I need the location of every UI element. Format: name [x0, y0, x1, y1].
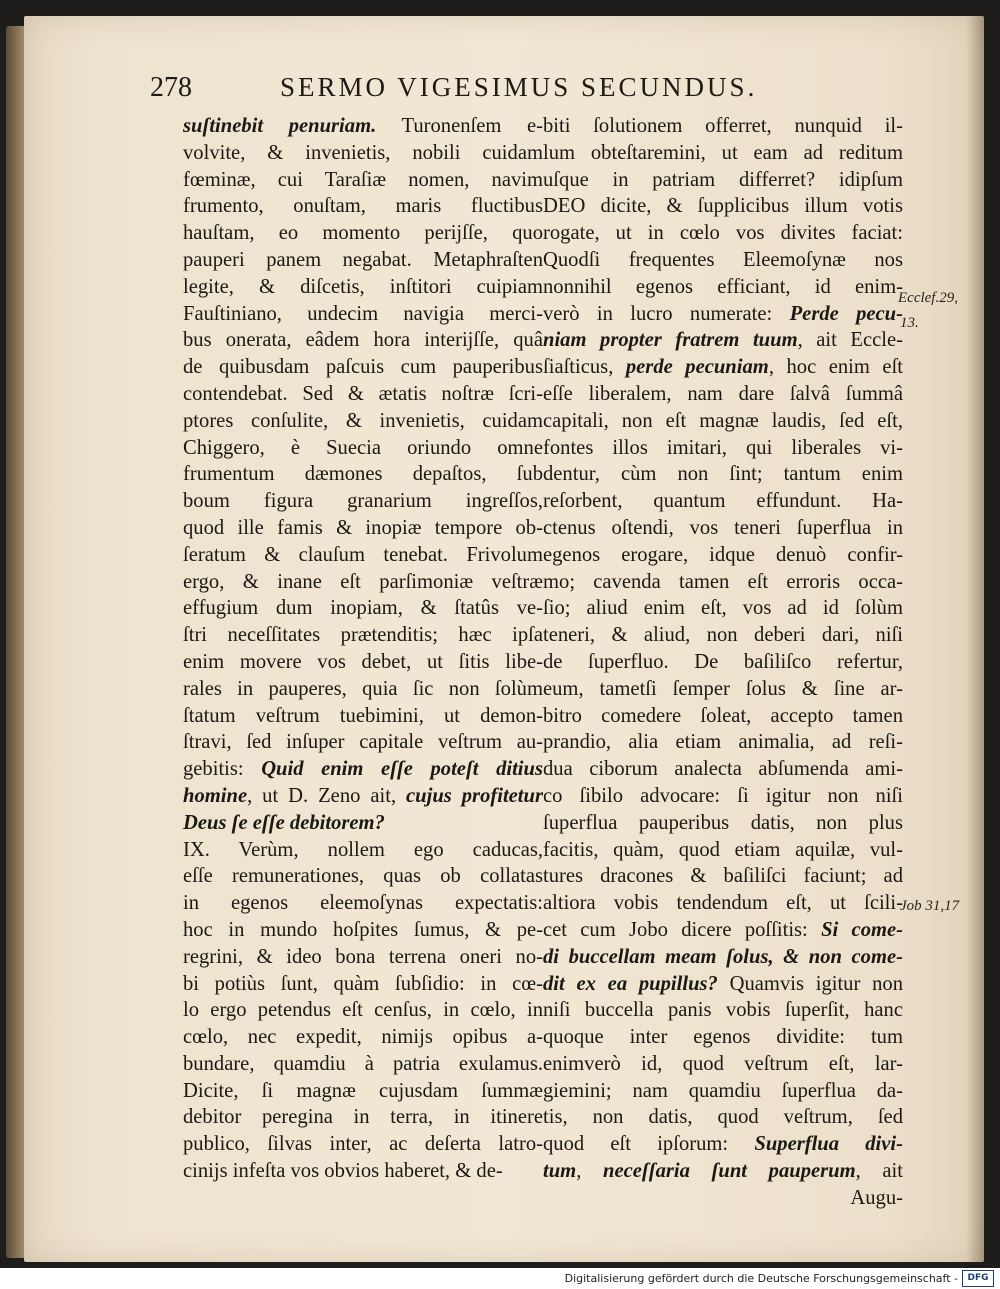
text-line: ſuperflua pauperibus datis, non plus	[543, 811, 903, 834]
text-line: altiora vobis tendendum eſt, ut ſcili-	[543, 892, 903, 915]
text-line: lum obteſtaremini, ut eam ad reditum	[543, 141, 903, 164]
text-line: quod ille famis & inopiæ tempore ob-	[183, 516, 543, 539]
text-line: teneri, & aliud, non deberi dari, niſi	[543, 624, 903, 647]
text-line: verò in lucro numerate: Perde pecu-	[543, 302, 903, 325]
page-number: 278	[150, 72, 192, 103]
footer-credit: Digitalisierung gefördert durch die Deutsche Forschungsgemeinschaft -	[564, 1272, 958, 1285]
text-line: legite, & diſcetis, inſtitori cuipiam	[183, 275, 543, 298]
text-line: hoc in mundo hoſpites ſumus, & pe-	[183, 918, 543, 941]
italic-quote: suſtinebit penuriam.	[183, 115, 377, 137]
text-line: ſtravi, ſed inſuper capitale veſtrum au-	[183, 731, 543, 754]
text-line: tures dracones & baſiliſci faciunt; ad	[543, 865, 903, 888]
italic-quote: Si come-	[821, 918, 904, 941]
text-line: ſio; aliud enim eſt, vos ad id ſolùm	[543, 597, 903, 620]
text-line: frumento, onuſtam, maris fluctibus	[183, 195, 543, 218]
dfg-logo: DFG	[962, 1270, 994, 1287]
italic-quote: niam propter fratrem tuum	[543, 329, 798, 352]
page-gutter-shadow	[966, 16, 984, 1262]
text-line: capitali, non eſt magnæ laudis, ſed eſt,	[543, 409, 903, 432]
marginal-note-ecclesiasticus-verse: 13.	[900, 315, 919, 331]
text-line: volvite, & invenietis, nobili cuidam	[183, 141, 543, 164]
text-line: de ſuperfluo. De baſiliſco refertur,	[543, 650, 903, 673]
marginal-note-job: Job 31,17	[900, 898, 960, 914]
text-line: ſeratum & clauſum tenebat. Frivolum	[183, 543, 543, 566]
italic-quote: perde pecuniam	[625, 356, 769, 379]
text-line	[543, 944, 903, 971]
italic-quote: homine	[183, 784, 248, 807]
italic-quote: Perde pecu-	[789, 302, 903, 325]
italic-quote: tum	[543, 1160, 577, 1183]
text-line: eſſe liberalem, nam dare ſalvâ ſummâ	[543, 382, 903, 405]
text-line: nonnihil egenos efficiant, id enim-	[543, 275, 903, 298]
text-line: cinijs infeſta vos obvios haberet, & de-	[183, 1160, 503, 1183]
text-line: bitro comedere ſoleat, accepto tamen	[543, 704, 903, 727]
text-line: homine, ut D. Zeno ait, cujus profitetur	[183, 784, 543, 807]
text-line: biti ſolutionem offerret, nunquid il-	[543, 115, 903, 137]
text-line: bundare, quamdiu à patria exulamus.	[183, 1052, 543, 1075]
text-line: de quibusdam paſcuis cum pauperibus	[183, 356, 543, 379]
marginal-note-ecclesiasticus: Ecclef.29,	[898, 290, 958, 306]
italic-quote: Quid enim eſſe poteſt ditius	[261, 758, 543, 781]
text-line: prandio, alia etiam animalia, ad reſi-	[543, 731, 903, 754]
text-line: Chiggero, è Suecia oriundo omne	[183, 436, 543, 459]
italic-quote: neceſſaria ſunt pauperum	[602, 1160, 856, 1183]
text-line: quod eſt ipſorum: Superflua divi-	[543, 1133, 904, 1156]
text-line: egenos erogare, idque denuò confir-	[543, 543, 903, 566]
page-header	[150, 66, 790, 106]
running-title: SERMO VIGESIMUS SECUNDUS.	[280, 72, 758, 102]
text-line: regrini, & ideo bona terrena oneri no-	[183, 945, 543, 968]
text-line: bus onerata, eâdem hora interijſſe, quâ	[183, 329, 543, 352]
text-column-left	[183, 113, 543, 1185]
text-line: dentur, cùm non ſint; tantum enim	[543, 463, 903, 486]
text-line: niſi buccella panis vobis ſuperſit, hanc	[543, 999, 903, 1022]
text-line: ſtri neceſſitates prætenditis; hæc ipſa	[183, 624, 543, 647]
text-line: uſque in patriam differret? idipſum	[543, 168, 903, 191]
text-line: DEO dicite, & ſupplicibus illum votis	[543, 195, 903, 218]
text-line: gebitis: Quid enim eſſe poteſt ditius	[183, 758, 543, 781]
text-line: lo ergo petendus eſt cenſus, in cœlo, in	[183, 999, 543, 1022]
text-line: IX. Verùm, nollem ego caducas,	[183, 838, 543, 861]
text-line: Dicite, ſi magnæ cujusdam ſummæ	[183, 1079, 543, 1102]
text-line: suſtinebit penuriam. Turonenſem e-	[183, 115, 543, 137]
text-line: fœminæ, cui Taraſiæ nomen, navim	[183, 168, 543, 191]
italic-quote: di buccellam meam ſolus, & non come-	[543, 945, 903, 968]
text-line: rogate, ut in cœlo vos divites faciat:	[543, 222, 903, 245]
text-line: enimverò id, quod veſtrum eſt, lar-	[543, 1052, 903, 1075]
text-line: co ſibilo advocare: ſi igitur non niſi	[543, 784, 903, 807]
text-line: quoque inter egenos dividite: tum	[543, 1026, 903, 1049]
text-line: ſiaſticus, perde pecuniam, hoc enim eſt	[543, 356, 904, 379]
text-column-right	[543, 113, 903, 1212]
text-line: niam propter fratrem tuum, ait Eccle-	[543, 329, 903, 352]
text-line: in egenos eleemoſynas expectatis:	[183, 892, 543, 915]
text-line: hauſtam, eo momento perijſſe, quo	[183, 222, 543, 245]
text-line: reſorbent, quantum effundunt. Ha-	[543, 490, 903, 513]
text-line: publico, ſilvas inter, ac deſerta latro-	[183, 1133, 543, 1156]
italic-quote: Superflua divi-	[754, 1133, 904, 1156]
text-line: Quodſi frequentes Eleemoſynæ nos	[543, 248, 903, 271]
text-line: dua ciborum analecta abſumenda ami-	[543, 758, 903, 781]
text-line: tum, neceſſaria ſunt pauperum, ait	[543, 1160, 903, 1183]
text-line: ergo, & inane eſt parſimoniæ veſtræ	[183, 570, 543, 593]
text-line: tis, non datis, quod veſtrum, ſed	[543, 1106, 903, 1129]
text-line: bi potiùs ſunt, quàm ſubſidio: in cœ-	[183, 972, 543, 995]
text-line: boum figura granarium ingreſſos,	[183, 490, 543, 513]
italic-quote: cujus profitetur	[406, 784, 543, 807]
text-line: enim movere vos debet, ut ſitis libe-	[183, 650, 543, 673]
text-line: pauperi panem negabat. Metaphraſten	[183, 248, 543, 271]
text-line: cet cum Jobo dicere poſſitis: Si come-	[543, 918, 904, 941]
italic-quote: dit ex ea pupillus?	[543, 972, 718, 995]
text-line: giemini; nam quamdiu ſuperflua da-	[543, 1079, 903, 1102]
italic-quote: Deus ſe eſſe debitorem?	[183, 811, 385, 834]
text-line: ſtatum veſtrum tuebimini, ut demon-	[183, 704, 543, 727]
text-line: eum, tametſi ſemper ſolus & ſine ar-	[543, 677, 903, 700]
text-line: ptores conſulite, & invenietis, cuidam	[183, 409, 543, 432]
text-line: Fauſtiniano, undecim navigia merci-	[183, 302, 543, 325]
text-line: effugium dum inopiam, & ſtatûs ve-	[183, 597, 543, 620]
text-line: contendebat. Sed & ætatis noſtræ ſcri-	[183, 382, 543, 405]
text-line: Augu-	[850, 1186, 903, 1209]
text-line: rales in pauperes, quia ſic non ſolùm	[183, 677, 543, 700]
text-line: mo; cavenda tamen eſt erroris occa-	[543, 570, 903, 593]
text-line: eſſe remunerationes, quas ob collatas	[183, 865, 543, 888]
text-line: cœlo, nec expedit, nimijs opibus a-	[183, 1026, 543, 1049]
text-line: ctenus oſtendi, vos teneri ſuperflua in	[543, 516, 903, 539]
text-line: debitor peregina in terra, in itinere	[183, 1106, 543, 1129]
text-line: facitis, quàm, quod etiam aquilæ, vul-	[543, 838, 903, 861]
text-line	[183, 810, 543, 837]
text-line: fontes illos imitari, qui liberales vi-	[543, 436, 903, 459]
text-line: dit ex ea pupillus? Quamvis igitur non	[543, 972, 903, 995]
text-line: frumentum dæmones depaſtos, ſub	[183, 463, 543, 486]
